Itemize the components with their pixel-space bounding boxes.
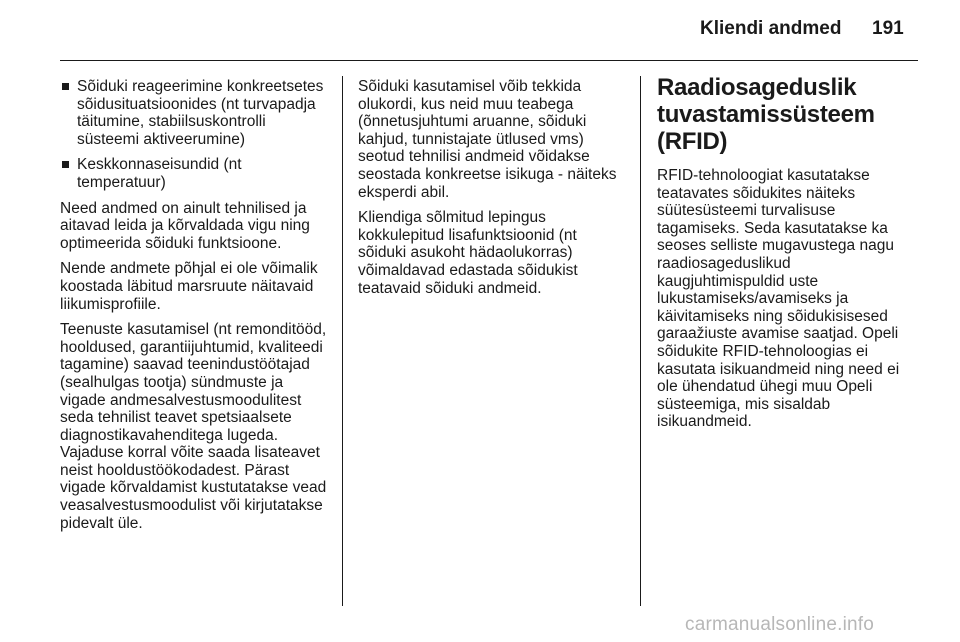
bullet-text: Sõiduki reageerimine konkreetsetes sõidusituatsioonides (nt turvapadja täitumine, stabiilsuskontrolli süsteemi aktiveerumine)	[77, 78, 324, 148]
column-divider	[640, 76, 641, 606]
column-1	[60, 78, 328, 540]
square-bullet-icon	[62, 161, 69, 168]
watermark: carmanualsonline.info	[685, 614, 875, 635]
header-divider	[60, 60, 918, 61]
column-divider	[342, 76, 343, 606]
column-2	[358, 78, 626, 305]
bullet-text: Keskkonnaseisundid (nt temperatuur)	[77, 156, 242, 191]
paragraph: Teenuste kasutamisel (nt remonditööd, hooldused, garantiijuhtumid, kvaliteedi tagamine) saavad teenindustöötajad (sealhulgas tootja) sündmuste ja vigade andmesalvestusmoodulitest seda tehnilist teavet spetsiaalsete diagnostikavahenditega lugeda. Vajaduse korral võite saada lisateavet neist hooldustöökodadest. Pärast vigade kõrvaldamist kustutatakse vead veasalvestusmoodulist või kirjutatakse pidevalt üle.	[60, 321, 327, 532]
section-heading: Raadiosageduslik tuvastamissüsteem (RFID)	[657, 74, 875, 155]
paragraph: Sõiduki kasutamisel võib tekkida olukordi, kus neid muu teabega (õnnetusjuhtumi aruanne, sõiduki kahjud, tunnistajate ütlused vms) seotud tehnilisi andmeid võidakse seostada konkreetse isikuga - näiteks eksperdi abil.	[358, 78, 617, 201]
column-3	[657, 74, 922, 439]
paragraph: Kliendiga sõlmitud lepingus kokkulepitud lisafunktsioonid (nt sõiduki asukoht hädaolukorras) võimaldavad edastada sõidukist teatavaid sõiduki andmeid.	[358, 209, 578, 297]
chapter-title: Kliendi andmed	[700, 18, 842, 39]
square-bullet-icon	[62, 83, 69, 90]
paragraph: RFID-tehnoloogiat kasutatakse teatavates sõidukites näiteks süütesüsteemi turvalisuse tagamiseks. Seda kasutatakse ka seoses selliste mugavustega nagu raadiosageduslikud kaugjuhtimispuldid uste lukustamiseks/avamiseks ja käivitamiseks ning sõidukisisesed garaažiuste avamise saatjad. Opeli sõidukite RFID-tehnoloogias ei kasutata isikuandmeid ning need ei ole ühendatud ühegi muu Opeli süsteemiga, mis sisaldab isikuandmeid.	[657, 167, 900, 431]
bullet-item	[60, 78, 328, 148]
paragraph: Nende andmete põhjal ei ole võimalik koostada läbitud marsruute näitavaid liikumisprofiile.	[60, 260, 318, 313]
paragraph: Need andmed on ainult tehnilised ja aitavad leida ja kõrvaldada vigu ning optimeerida sõiduki funktsioone.	[60, 199, 310, 252]
page-number: 191	[872, 18, 904, 39]
bullet-item	[60, 156, 328, 191]
